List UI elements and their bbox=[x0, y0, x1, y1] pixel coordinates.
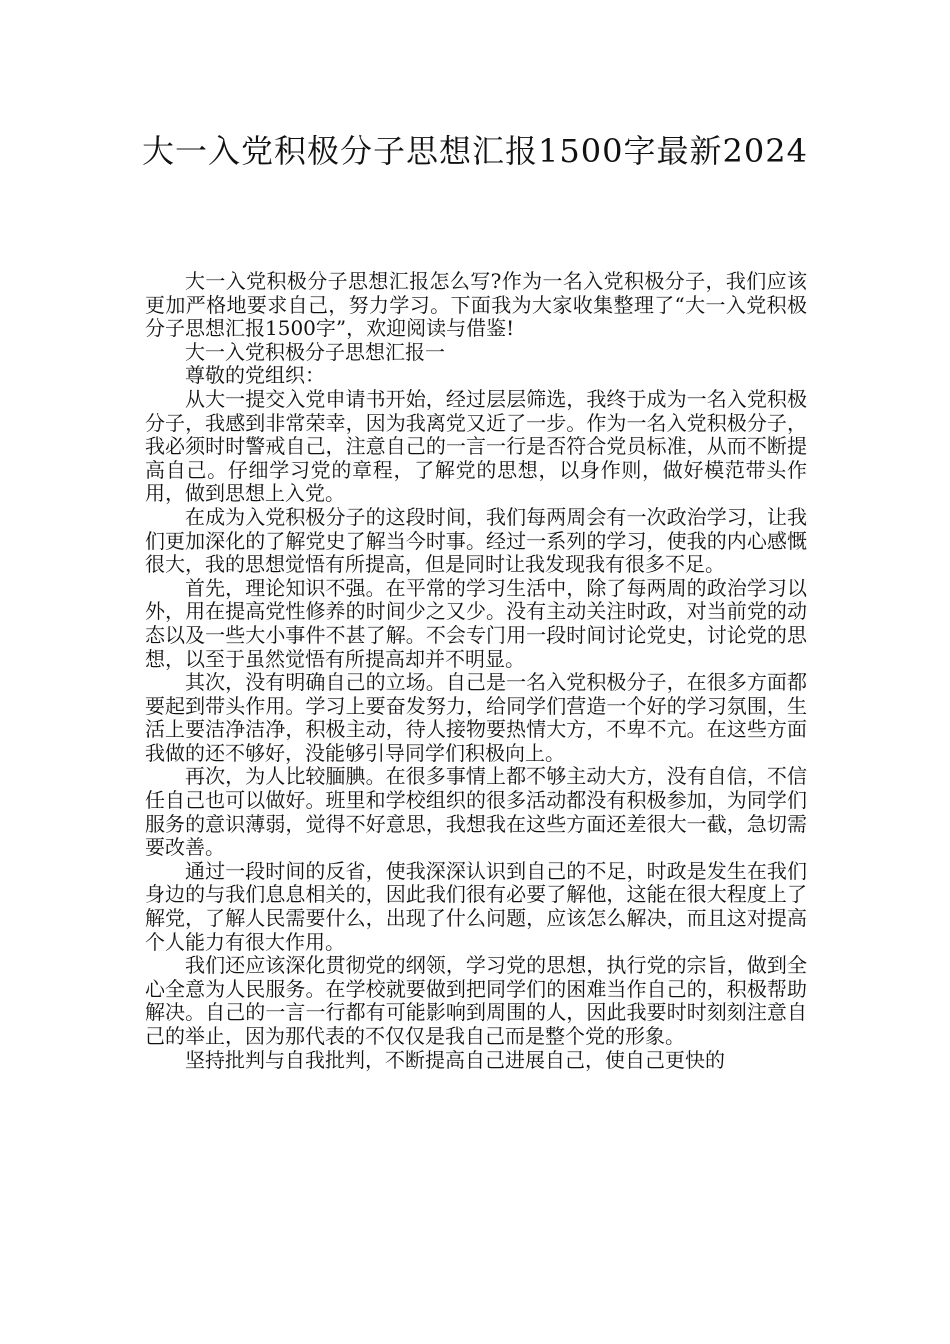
paragraph: 首先，理论知识不强。在平常的学习生活中，除了每两周的政治学习以外，用在提高党性修养的时间少之又少。没有主动关注时政，对当前党的动态以及一些大小事件不甚了解。不会专门用一段时间讨论党史，讨论党的思想，以至于虽然觉悟有所提高却并不明显。 bbox=[145, 575, 807, 671]
salutation: 尊敬的党组织： bbox=[185, 363, 325, 388]
paragraph-intro: 大一入党积极分子思想汇报怎么写?作为一名入党积极分子，我们应该更加严格地要求自己，努力学习。下面我为大家收集整理了“大一入党积极分子思想汇报1500字”，欢迎阅读与借鉴! bbox=[145, 269, 807, 341]
document-title: 大一入党积极分子思想汇报1500字最新2024 bbox=[142, 132, 808, 170]
paragraph-truncated: 坚持批判与自我批判，不断提高自己进展自己，使自己更快的 bbox=[185, 1047, 725, 1072]
paragraph: 我们还应该深化贯彻党的纲领，学习党的思想，执行党的宗旨，做到全心全意为人民服务。在学校就要做到把同学们的困难当作自己的，积极帮助解决。自己的一言一行都有可能影响到周围的人，因此我要时时刻刻注意自己的举止，因为那代表的不仅仅是我自己而是整个党的形象。 bbox=[145, 953, 807, 1048]
paragraph: 其次，没有明确自己的立场。自己是一名入党积极分子，在很多方面都要起到带头作用。学习上要奋发努力，给同学们营造一个好的学习氛围，生活上要洁净洁净，积极主动，待人接物要热情大方，不卑不亢。在这些方面我做的还不够好，没能够引导同学们积极向上。 bbox=[145, 670, 807, 765]
section-heading: 大一入党积极分子思想汇报一 bbox=[185, 339, 445, 364]
paragraph: 在成为入党积极分子的这段时间，我们每两周会有一次政治学习，让我们更加深化的了解党史了解当今时事。经过一系列的学习，使我的内心感慨很大，我的思想觉悟有所提高，但是同时让我发现我有很多不足。 bbox=[145, 504, 807, 577]
paragraph: 再次，为人比较腼腆。在很多事情上都不够主动大方，没有自信，不信任自己也可以做好。班里和学校组织的很多活动都没有积极参加，为同学们服务的意识薄弱，觉得不好意思，我想我在这些方面还差很大一截，急切需要改善。 bbox=[145, 764, 807, 860]
document-body bbox=[145, 270, 807, 1072]
paragraph: 通过一段时间的反省，使我深深认识到自己的不足，时政是发生在我们身边的与我们息息相关的，因此我们很有必要了解他，这能在很大程度上了解党，了解人民需要什么，出现了什么问题，应该怎么解决，而且这对提高个人能力有很大作用。 bbox=[145, 858, 807, 954]
paragraph: 从大一提交入党申请书开始，经过层层筛选，我终于成为一名入党积极分子，我感到非常荣幸，因为我离党又近了一步。作为一名入党积极分子，我必须时时警戒自己，注意自己的一言一行是否符合党员标准，从而不断提高自己。仔细学习党的章程，了解党的思想，以身作则，做好模范带头作用，做到思想上入党。 bbox=[145, 386, 807, 506]
